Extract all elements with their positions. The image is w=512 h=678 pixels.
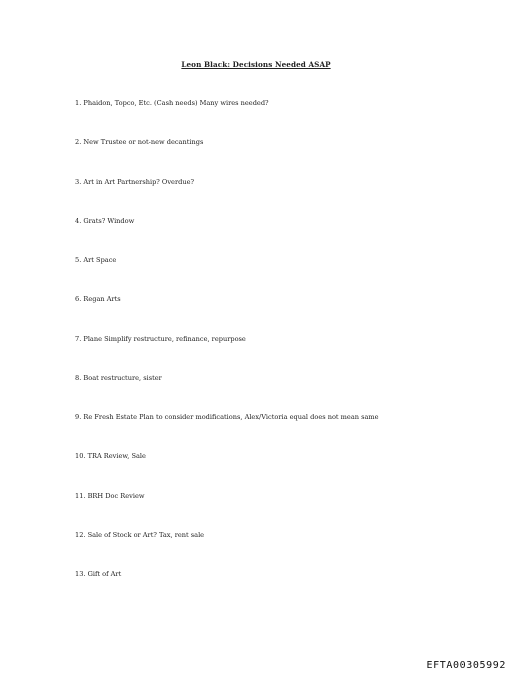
list-item: 4. Grats? Window: [75, 216, 135, 225]
list-item: 8. Boat restructure, sister: [75, 373, 162, 382]
decision-list: [75, 99, 379, 609]
list-item: 12. Sale of Stock or Art? Tax, rent sale: [75, 530, 205, 539]
list-item: 13. Gift of Art: [75, 570, 122, 578]
list-item: 10. TRA Review, Sale: [75, 452, 146, 461]
list-item: 7. Plane Simplify restructure, refinance, repurpose: [75, 334, 246, 343]
list-item: 3. Art in Art Partnership? Overdue?: [75, 177, 195, 186]
document-id-stamp: EFTA00305992: [426, 660, 506, 671]
list-item: 9. Re Fresh Estate Plan to consider modifications, Alex/Victoria equal does not mean same: [75, 413, 379, 421]
list-item: 5. Art Space: [75, 256, 117, 264]
list-item: 1. Phaidon, Topco, Etc. (Cash needs) Many wires needed?: [75, 99, 269, 107]
list-item: 6. Regan Arts: [75, 295, 121, 304]
list-item: 2. New Trustee or not-new decantings: [75, 138, 204, 147]
list-item: 11. BRH Doc Review: [75, 491, 145, 500]
document-title: Leon Black: Decisions Needed ASAP: [181, 60, 331, 69]
